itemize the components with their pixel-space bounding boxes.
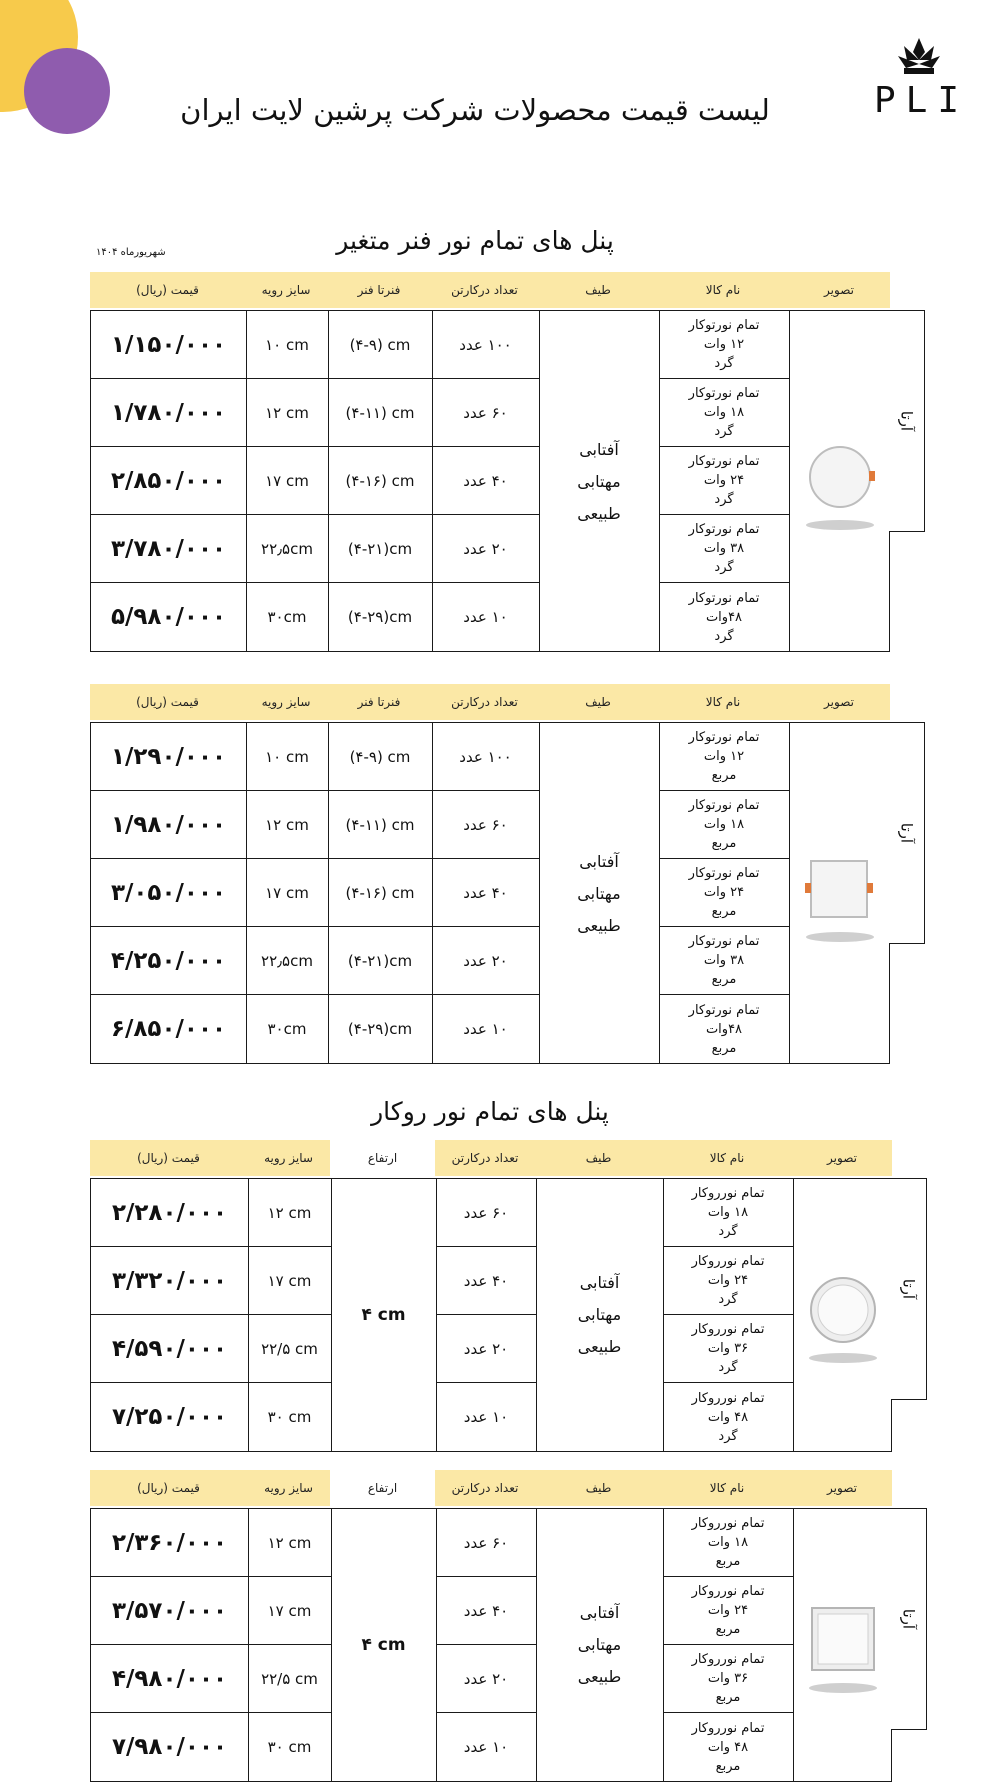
- product-image-cell: [793, 1179, 893, 1451]
- logo-text: PLI: [874, 80, 970, 121]
- table-row-size: ۱۷ cm: [265, 471, 309, 490]
- round-flush-panel-image: [795, 427, 885, 537]
- table-row-name: تمام نورتوکار ۱۸ وات گرد: [688, 386, 760, 439]
- col-count-header: تعداد درکارتن: [451, 1151, 519, 1165]
- table-4-header: [90, 1470, 892, 1506]
- col-name-header: نام کالا: [705, 283, 741, 297]
- col-image-header: تصویر: [827, 1151, 857, 1165]
- col-image-header: تصویر: [824, 283, 854, 297]
- square-flush-panel-image: [795, 839, 885, 949]
- table-row-price: ۱/۷۸۰/۰۰۰: [110, 399, 227, 426]
- table-row-price: ۵/۹۸۰/۰۰۰: [110, 604, 227, 630]
- table-row-size: ۱۰ cm: [265, 335, 309, 354]
- table-row-size: ۱۲ cm: [265, 815, 309, 834]
- table-row-spring: (۴-۲۱)cm: [347, 539, 413, 558]
- col-count-header: تعداد درکارتن: [451, 283, 518, 297]
- table-row-name: تمام نورروکار ۲۴ وات گرد: [691, 1254, 765, 1307]
- table-row-name: تمام نورروکار ۳۶ وات گرد: [691, 1322, 765, 1375]
- table-1: [90, 310, 890, 652]
- table-row-count: ۴۰ عدد: [463, 883, 508, 902]
- table-row-size: ۳۰ cm: [267, 1738, 312, 1756]
- col-price-header: قیمت (ریال): [136, 695, 199, 709]
- table-row-name: تمام نورتوکار ۱۲ وات مربع: [688, 730, 760, 783]
- col-size-header: سایز رویه: [261, 283, 311, 297]
- table-row-price: ۳/۵۷۰/۰۰۰: [111, 1597, 228, 1624]
- table-row-name: تمام نورروکار ۳۶ وات مربع: [691, 1652, 765, 1705]
- col-height-header: ارتفاع: [330, 1140, 435, 1176]
- date-note: شهریورماه ۱۴۰۴: [96, 247, 166, 258]
- col-height-header: ارتفاع: [330, 1470, 435, 1506]
- col-spectrum-header: طیف: [585, 283, 611, 297]
- col-size-header: سایز رویه: [264, 1481, 313, 1495]
- table-1-header: [90, 272, 890, 308]
- table-row-size: ۲۲/۵ cm: [261, 1669, 318, 1688]
- table-row-name: تمام نورتوکار ۱۲ وات گرد: [688, 318, 760, 371]
- table-row-count: ۲۰ عدد: [463, 1669, 509, 1688]
- table-row-spring: (۴-۹) cm: [349, 747, 411, 766]
- col-size-header: سایز رویه: [264, 1151, 313, 1165]
- table-row-price: ۳/۳۲۰/۰۰۰: [111, 1267, 228, 1294]
- height-cell: ۴ cm: [361, 1635, 406, 1655]
- table-row-price: ۴/۵۹۰/۰۰۰: [111, 1335, 228, 1362]
- table-2: [90, 722, 890, 1064]
- table-row-size: ۱۷ cm: [267, 1271, 312, 1290]
- table-row-count: ۶۰ عدد: [463, 403, 508, 422]
- table-row-name: تمام نورروکار ۴۸ وات گرد: [691, 1390, 765, 1444]
- table-row-spring: (۴-۱۱) cm: [345, 403, 415, 422]
- col-count-header: تعداد درکارتن: [451, 695, 518, 709]
- table-row-name: تمام نورتوکار ۱۸ وات مربع: [688, 798, 760, 851]
- table-row-name: تمام نورتوکار ۲۴ وات گرد: [688, 454, 760, 507]
- table-row-name: تمام نورروکار ۲۴ وات مربع: [691, 1584, 765, 1637]
- table-row-spring: (۴-۱۶) cm: [345, 471, 415, 490]
- col-name-header: نام کالا: [705, 695, 741, 709]
- table-row-count: ۱۰ عدد: [463, 1408, 509, 1426]
- round-surface-panel-image: [798, 1260, 888, 1370]
- table-row-spring: (۴-۲۹)cm: [347, 1020, 413, 1038]
- spectrum-cell: آفتابی مهتابی طبیعی: [577, 1273, 622, 1356]
- table-row-size: ۱۲ cm: [265, 403, 309, 422]
- lotus-icon: [874, 30, 964, 80]
- col-spring-header: فنرتا فنر: [357, 695, 401, 709]
- brand-side-tab-label: آرتا: [897, 822, 916, 844]
- brand-side-tab: [889, 310, 925, 532]
- table-row-price: ۷/۹۸۰/۰۰۰: [111, 1734, 228, 1760]
- table-row-name: تمام نورروکار ۱۸ وات گرد: [691, 1186, 765, 1239]
- table-row-spring: (۴-۲۱)cm: [347, 951, 413, 970]
- height-cell: ۴ cm: [361, 1305, 406, 1325]
- table-row-count: ۱۰۰ عدد: [459, 335, 512, 354]
- col-image-header: تصویر: [827, 1481, 857, 1495]
- table-row-price: ۷/۲۵۰/۰۰۰: [111, 1404, 228, 1430]
- table-3-header: [90, 1140, 892, 1176]
- table-row-count: ۴۰ عدد: [463, 1271, 509, 1290]
- table-row-name: تمام نورتوکار ۳۸ وات گرد: [688, 522, 760, 575]
- table-row-count: ۲۰ عدد: [463, 951, 508, 970]
- col-image-header: تصویر: [824, 695, 854, 709]
- brand-side-tab-label: آرتا: [897, 410, 916, 432]
- company-logo: [874, 30, 970, 121]
- col-price-header: قیمت (ریال): [137, 1151, 200, 1165]
- table-row-size: ۳۰ cm: [267, 1408, 312, 1426]
- table-row-size: ۱۷ cm: [265, 883, 309, 902]
- col-price-header: قیمت (ریال): [137, 1481, 200, 1495]
- table-3: [90, 1178, 892, 1452]
- table-row-count: ۱۰۰ عدد: [459, 747, 512, 766]
- table-4: [90, 1508, 892, 1782]
- table-row-spring: (۴-۱۶) cm: [345, 883, 415, 902]
- table-row-spring: (۴-۹) cm: [349, 335, 411, 354]
- section-title-flush: پنل های تمام نور فنر متغیر: [336, 226, 614, 255]
- spectrum-cell: آفتابی مهتابی طبیعی: [577, 1603, 622, 1686]
- brand-side-tab: [891, 1508, 927, 1730]
- col-spring-header: فنرتا فنر: [357, 283, 401, 297]
- table-row-price: ۲/۲۸۰/۰۰۰: [111, 1199, 228, 1226]
- table-row-price: ۳/۰۵۰/۰۰۰: [110, 879, 227, 906]
- product-image-cell: [789, 311, 891, 653]
- table-row-size: ۲۲٫۵cm: [261, 539, 313, 558]
- table-row-price: ۳/۷۸۰/۰۰۰: [110, 535, 227, 562]
- product-image-cell: [789, 723, 891, 1065]
- col-name-header: نام کالا: [709, 1151, 745, 1165]
- page-title: لیست قیمت محصولات شرکت پرشین لایت ایران: [180, 93, 770, 127]
- table-row-spring: (۴-۲۹)cm: [347, 608, 413, 626]
- table-row-count: ۱۰ عدد: [463, 608, 508, 626]
- brand-side-tab: [889, 722, 925, 944]
- table-row-price: ۱/۱۵۰/۰۰۰: [110, 331, 227, 358]
- table-row-name: تمام نورتوکار ۴۸وات گرد: [688, 590, 760, 644]
- col-spectrum-header: طیف: [585, 1151, 612, 1165]
- col-size-header: سایز رویه: [261, 695, 311, 709]
- col-price-header: قیمت (ریال): [136, 283, 199, 297]
- table-row-count: ۶۰ عدد: [463, 1533, 509, 1552]
- table-row-price: ۶/۸۵۰/۰۰۰: [110, 1016, 227, 1042]
- table-row-count: ۲۰ عدد: [463, 1339, 509, 1358]
- table-row-count: ۶۰ عدد: [463, 815, 508, 834]
- table-row-name: تمام نورتوکار ۳۸ وات مربع: [688, 934, 760, 987]
- table-row-count: ۲۰ عدد: [463, 539, 508, 558]
- table-row-size: ۱۰ cm: [265, 747, 309, 766]
- spectrum-cell: آفتابی مهتابی طبیعی: [577, 440, 621, 523]
- table-row-size: ۲۲٫۵cm: [261, 951, 313, 970]
- table-row-name: تمام نورروکار ۴۸ وات مربع: [691, 1720, 765, 1774]
- table-row-count: ۴۰ عدد: [463, 1601, 509, 1620]
- table-row-price: ۲/۸۵۰/۰۰۰: [110, 467, 227, 494]
- table-row-size: ۱۷ cm: [267, 1601, 312, 1620]
- table-row-price: ۲/۳۶۰/۰۰۰: [111, 1529, 228, 1556]
- table-row-count: ۱۰ عدد: [463, 1738, 509, 1756]
- table-row-price: ۴/۲۵۰/۰۰۰: [110, 947, 227, 974]
- table-row-count: ۴۰ عدد: [463, 471, 508, 490]
- table-row-size: ۱۲ cm: [267, 1203, 312, 1222]
- brand-side-tab-label: آرتا: [899, 1278, 918, 1300]
- col-spectrum-header: طیف: [585, 1481, 612, 1495]
- table-row-size: ۱۲ cm: [267, 1533, 312, 1552]
- table-row-price: ۴/۹۸۰/۰۰۰: [111, 1665, 228, 1692]
- col-name-header: نام کالا: [709, 1481, 745, 1495]
- table-row-name: تمام نورتوکار ۲۴ وات مربع: [688, 866, 760, 919]
- decor-purple-circle: [24, 48, 110, 134]
- table-row-spring: (۴-۱۱) cm: [345, 815, 415, 834]
- table-row-count: ۱۰ عدد: [463, 1020, 508, 1038]
- table-row-size: ۳۰cm: [267, 1020, 307, 1038]
- brand-side-tab-label: آرتا: [899, 1608, 918, 1630]
- table-row-price: ۱/۲۹۰/۰۰۰: [110, 743, 227, 770]
- square-surface-panel-image: [798, 1590, 888, 1700]
- table-row-price: ۱/۹۸۰/۰۰۰: [110, 811, 227, 838]
- col-count-header: تعداد درکارتن: [451, 1481, 519, 1495]
- table-2-header: [90, 684, 890, 720]
- spectrum-cell: آفتابی مهتابی طبیعی: [577, 852, 621, 935]
- col-spectrum-header: طیف: [585, 695, 611, 709]
- table-row-name: تمام نورروکار ۱۸ وات مربع: [691, 1516, 765, 1569]
- product-image-cell: [793, 1509, 893, 1781]
- brand-side-tab: [891, 1178, 927, 1400]
- table-row-size: ۳۰cm: [267, 608, 307, 626]
- table-row-size: ۲۲/۵ cm: [261, 1339, 318, 1358]
- table-row-name: تمام نورتوکار ۴۸وات مربع: [688, 1002, 760, 1056]
- table-row-count: ۶۰ عدد: [463, 1203, 509, 1222]
- section-title-surface: پنل های تمام نور روکار: [371, 1097, 609, 1126]
